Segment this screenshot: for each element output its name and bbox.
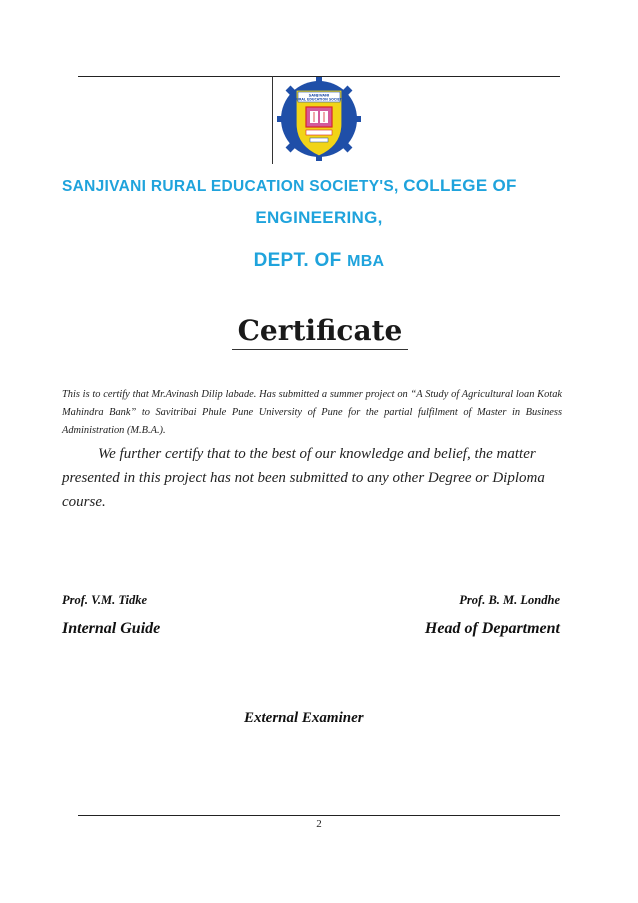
hod-role: Head of Department	[424, 620, 560, 637]
society-name: SANJIVANI RURAL EDUCATION SOCIETY'S,	[62, 178, 399, 195]
declaration-statement: We further certify that to the best of our knowledge and belief, the matter presented in this project has not been submitted to any other Degree or Diploma course.	[62, 446, 545, 510]
college-of-label: COLLEGE OF	[403, 176, 517, 195]
footer-rule	[78, 815, 560, 816]
page-number: 2	[316, 818, 322, 830]
certification-statement: This is to certify that Mr.Avinash Dilip labade. Has submitted a summer project on “A Study of Agricultural loan Kotak Mahindra Bank” to Savitribai Phule Pune University of Pune for the partial fulfilment of Master in Business Administration (M.B.A.).	[62, 389, 562, 436]
certificate-title: Certificate	[232, 314, 408, 350]
guide-name: Prof. V.M. Tidke	[62, 593, 148, 607]
society-heading	[62, 176, 576, 196]
hod-name: Prof. B. M. Londhe	[459, 593, 560, 607]
engineering-heading: ENGINEERING,	[255, 208, 383, 227]
svg-text:SANJIVANI: SANJIVANI	[308, 93, 330, 98]
dept-name: MBA	[347, 253, 385, 270]
guide-role: Internal Guide	[62, 620, 161, 637]
college-logo	[272, 76, 365, 164]
sanjivani-emblem-icon	[276, 76, 362, 162]
department-heading	[62, 250, 576, 272]
external-examiner-label: External Examiner	[244, 710, 364, 726]
dept-of-label: DEPT. OF	[253, 250, 342, 271]
svg-text:RURAL EDUCATION SOCIETY: RURAL EDUCATION SOCIETY	[293, 97, 345, 102]
